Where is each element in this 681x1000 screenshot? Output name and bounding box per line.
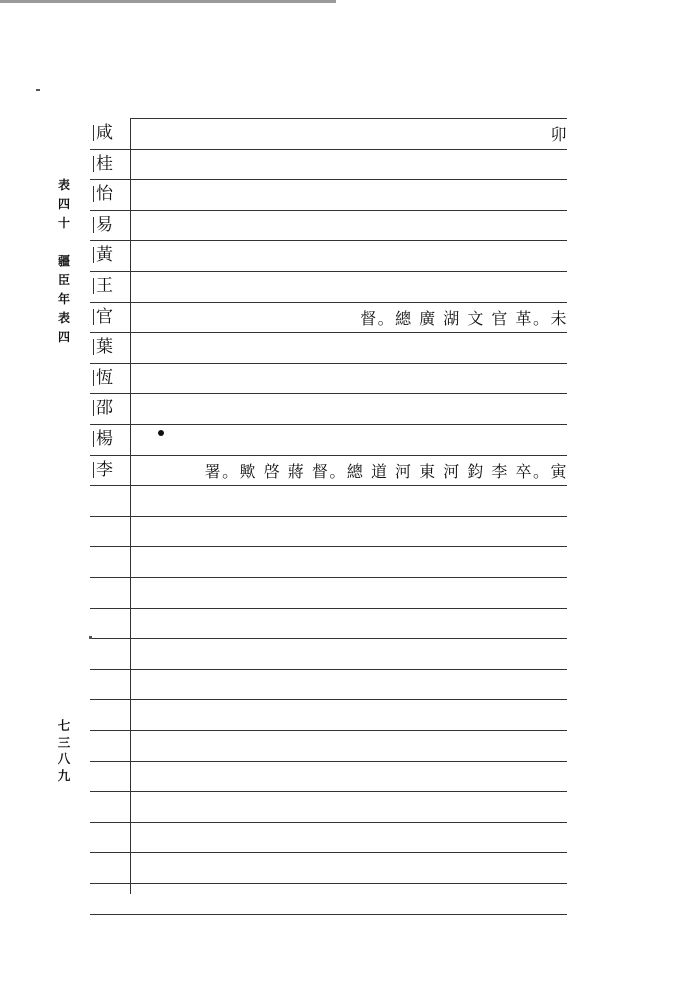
page-number [57, 718, 71, 784]
row-name-cell [90, 393, 128, 423]
row-name: 李 [96, 460, 113, 480]
table-horizontal-rule [90, 699, 567, 700]
side-title-char: 年 [57, 292, 70, 306]
name-mark [93, 400, 94, 416]
table-horizontal-rule [90, 332, 567, 333]
table-horizontal-rule [90, 577, 567, 578]
row-entry: 督。總 廣 湖 文 官 革。未 [360, 308, 568, 328]
table-horizontal-rule [90, 240, 567, 241]
row-name: 葉 [96, 337, 113, 357]
table-horizontal-rule [90, 424, 567, 425]
row-name-cell [90, 332, 128, 362]
scan-edge-line [0, 0, 336, 3]
name-mark [93, 370, 94, 386]
side-title-char: 表 [57, 311, 70, 325]
row-name-cell [90, 240, 128, 270]
row-name-cell [90, 118, 128, 148]
name-mark [93, 217, 94, 233]
name-mark [93, 156, 94, 172]
scan-speck [89, 636, 92, 639]
page-number-char: 三 [57, 734, 71, 750]
row-name: 邵 [96, 398, 113, 418]
row-name: 恆 [96, 368, 113, 388]
row-name: 楊 [96, 429, 113, 449]
row-entry: 卯 [550, 124, 568, 144]
table-horizontal-rule [90, 822, 567, 823]
page-number-char: 八 [57, 751, 71, 766]
row-name: 易 [96, 215, 113, 235]
side-title-char: 十 [57, 216, 70, 230]
name-mark [93, 462, 94, 478]
side-title-char: 疆 [57, 254, 70, 268]
row-name-cell [90, 149, 128, 179]
table-horizontal-rule [90, 730, 567, 731]
table-horizontal-rule [90, 393, 567, 394]
table-horizontal-rule [90, 852, 567, 853]
side-title-char: 表 [57, 178, 70, 192]
page-number-char: 九 [57, 767, 71, 783]
row-name: 王 [96, 276, 113, 296]
name-mark [93, 339, 94, 355]
table-horizontal-rule [90, 516, 567, 517]
side-title [57, 176, 71, 347]
table-horizontal-rule [90, 638, 567, 639]
row-name-cell [90, 271, 128, 301]
row-name-cell [90, 179, 128, 209]
row-name: 怡 [96, 184, 113, 204]
side-title-char [57, 233, 71, 252]
table-horizontal-rule [90, 608, 567, 609]
row-name-cell [90, 302, 128, 332]
table-horizontal-rule [90, 791, 567, 792]
table-horizontal-rule [90, 149, 567, 150]
side-title-char: 臣 [57, 273, 70, 287]
row-name-cell [90, 210, 128, 240]
name-mark [93, 309, 94, 325]
table-horizontal-rule [90, 363, 567, 364]
side-title-char: 四 [57, 197, 70, 211]
table-horizontal-rule [130, 118, 567, 119]
table-horizontal-rule [90, 914, 567, 915]
name-mark [93, 125, 94, 141]
name-mark [93, 278, 94, 294]
table-horizontal-rule [90, 669, 567, 670]
scan-speck [36, 89, 40, 91]
table-horizontal-rule [90, 210, 567, 211]
row-name: 咸 [96, 123, 113, 143]
table-horizontal-rule [90, 271, 567, 272]
name-mark [93, 431, 94, 447]
name-mark [93, 247, 94, 263]
table-horizontal-rule [90, 761, 567, 762]
side-title-char: 四 [57, 330, 70, 344]
row-name-cell [90, 455, 128, 485]
table-horizontal-rule [90, 485, 567, 486]
name-mark [93, 186, 94, 202]
table-vertical-rule [130, 118, 131, 894]
row-name-cell [90, 424, 128, 454]
page-number-char: 七 [57, 718, 71, 733]
ink-blot [158, 430, 164, 436]
row-name: 黃 [96, 245, 113, 265]
row-name: 桂 [96, 154, 113, 174]
row-entry: 署。歟 啓 蔣 督。總 道 河 東 河 鈞 李 卒。寅 [204, 461, 568, 481]
table-horizontal-rule [90, 546, 567, 547]
row-name: 官 [96, 307, 113, 327]
table-horizontal-rule [90, 883, 567, 884]
table-horizontal-rule [90, 179, 567, 180]
row-name-cell [90, 363, 128, 393]
